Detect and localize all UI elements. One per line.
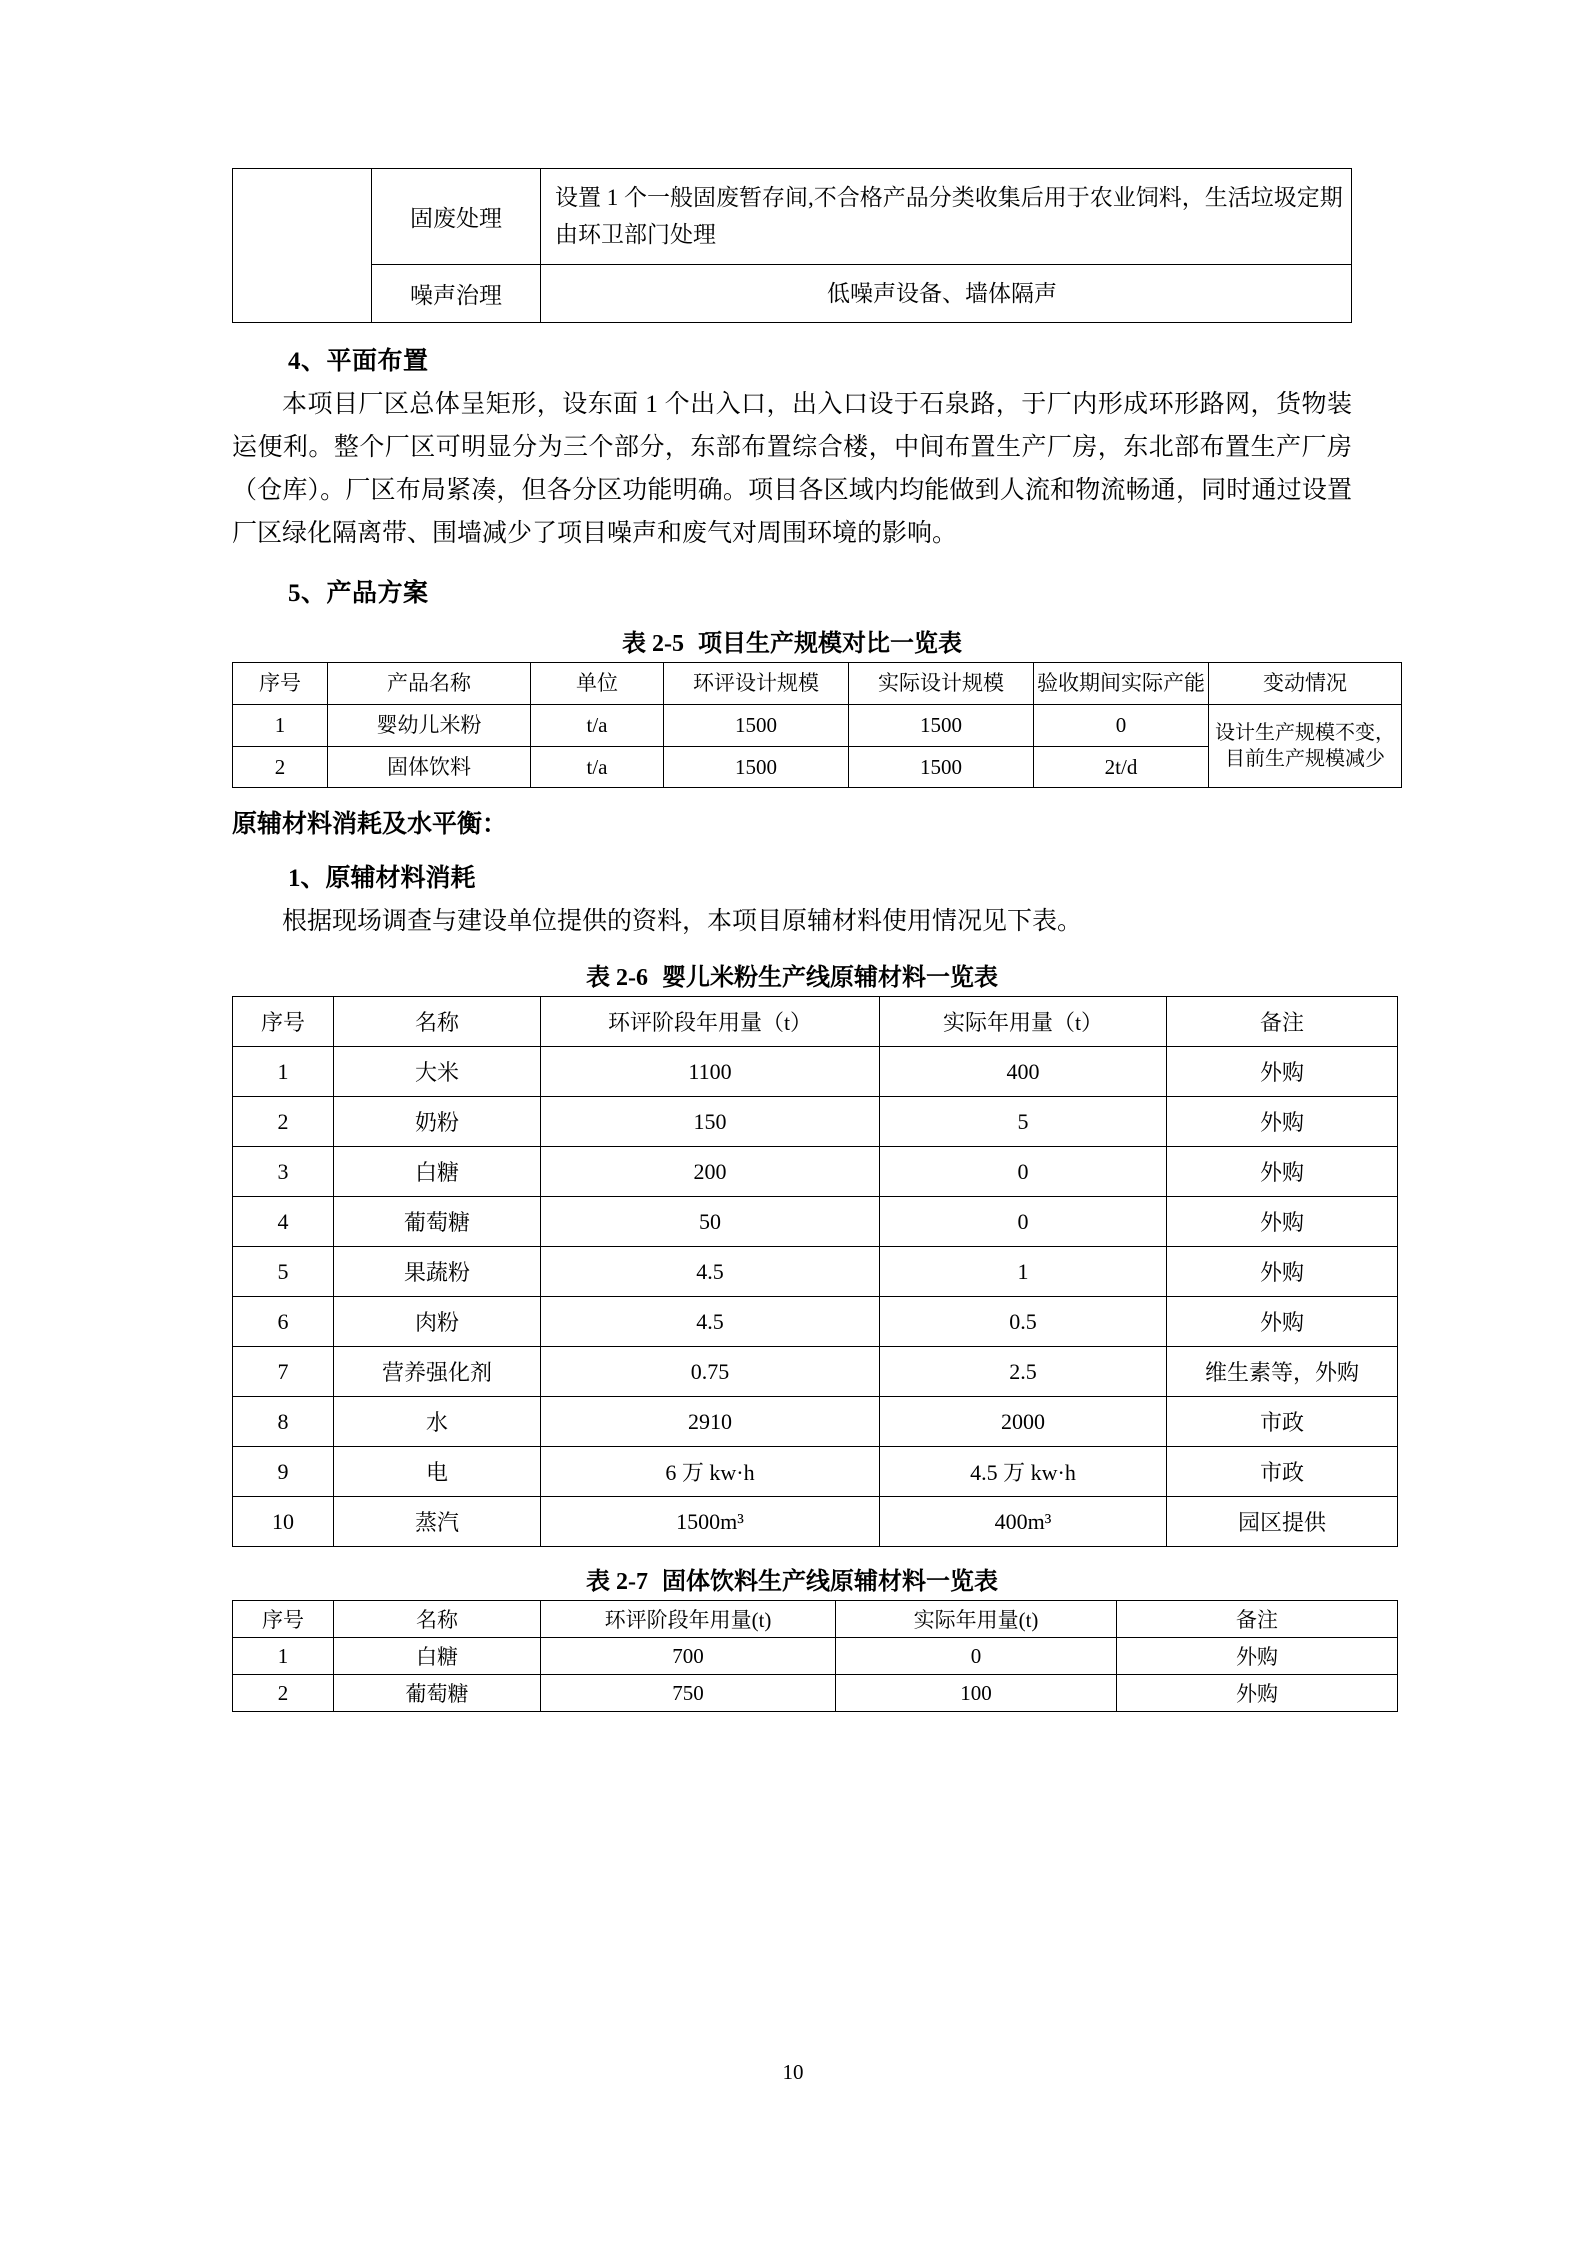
cell-eia-annual: 200	[541, 1147, 880, 1197]
cell-index: 9	[233, 1447, 334, 1497]
cell-remark: 外购	[1167, 1247, 1398, 1297]
empty-category-cell	[233, 169, 372, 323]
table-header-row	[233, 997, 1398, 1047]
cell-index: 5	[233, 1247, 334, 1297]
paragraph-materials: 根据现场调查与建设单位提供的资料，本项目原辅材料使用情况见下表。	[282, 908, 1083, 936]
cell-name: 葡萄糖	[334, 1197, 541, 1247]
table-2-6-title: 婴儿米粉生产线原辅材料一览表	[662, 965, 998, 992]
cell-name: 白糖	[334, 1147, 541, 1197]
col-header-change: 变动情况	[1209, 662, 1402, 704]
table-row	[233, 1638, 1398, 1675]
cell-product: 固体饮料	[328, 746, 531, 788]
cell-name: 营养强化剂	[334, 1347, 541, 1397]
cell-index: 2	[233, 1097, 334, 1147]
cell-index: 2	[233, 746, 328, 788]
table-row	[233, 1497, 1398, 1547]
cell-remark: 外购	[1117, 1638, 1398, 1675]
table-2-6-number: 表 2-6	[586, 965, 648, 992]
cell-actual-annual: 2000	[880, 1397, 1167, 1447]
cell-eia-annual: 750	[541, 1675, 836, 1712]
table-row	[233, 1447, 1398, 1497]
col-header-remark: 备注	[1117, 1601, 1398, 1638]
col-header-actual-annual: 实际年用量(t)	[836, 1601, 1117, 1638]
cell-index: 2	[233, 1675, 334, 1712]
cell-eia-annual: 50	[541, 1197, 880, 1247]
cell-remark: 外购	[1167, 1197, 1398, 1247]
cell-name: 水	[334, 1397, 541, 1447]
cell-remark: 外购	[1167, 1097, 1398, 1147]
table-row	[233, 1047, 1398, 1097]
cell-actual-scale: 1500	[849, 746, 1034, 788]
cell-name: 大米	[334, 1047, 541, 1097]
cell-actual-annual: 0.5	[880, 1297, 1167, 1347]
paragraph-layout: 本项目厂区总体呈矩形，设东面 1 个出入口，出入口设于石泉路，于厂内形成环形路网，货物装运便利。整个厂区可明显分为三个部分，东部布置综合楼，中间布置生产厂房，东北部布置生产厂房（仓库）。厂区布局紧凑，但各分区功能明确。项目各区域内均能做到人流和物流畅通，同时通过设置厂区绿化隔离带、围墙减少了项目噪声和废气对周围环境的影响。	[232, 390, 1352, 547]
cell-index: 8	[233, 1397, 334, 1447]
cell-remark: 维生素等，外购	[1167, 1347, 1398, 1397]
col-header-eia-annual: 环评阶段年用量(t)	[541, 1601, 836, 1638]
row-label: 噪声治理	[372, 264, 541, 322]
cell-name: 果蔬粉	[334, 1247, 541, 1297]
table-2-5-number: 表 2-5	[622, 630, 684, 657]
continued-measures-table	[232, 168, 1352, 323]
col-header-index: 序号	[233, 1601, 334, 1638]
table-2-5-title: 项目生产规模对比一览表	[698, 630, 962, 657]
cell-eia-annual: 0.75	[541, 1347, 880, 1397]
cell-change-note: 设计生产规模不变，目前生产规模减少	[1209, 704, 1402, 788]
table-row	[233, 1097, 1398, 1147]
cell-actual-annual: 5	[880, 1097, 1167, 1147]
col-header-product: 产品名称	[328, 662, 531, 704]
cell-unit: t/a	[531, 746, 664, 788]
cell-actual-annual: 400	[880, 1047, 1167, 1097]
cell-index: 4	[233, 1197, 334, 1247]
cell-eia-scale: 1500	[664, 746, 849, 788]
cell-remark: 外购	[1167, 1147, 1398, 1197]
cell-index: 1	[233, 704, 328, 746]
cell-eia-annual: 700	[541, 1638, 836, 1675]
cell-actual-annual: 4.5 万 kw·h	[880, 1447, 1167, 1497]
cell-actual-annual: 0	[836, 1638, 1117, 1675]
cell-index: 1	[233, 1638, 334, 1675]
cell-eia-annual: 2910	[541, 1397, 880, 1447]
cell-remark: 外购	[1167, 1047, 1398, 1097]
heading-materials: 原辅材料消耗及水平衡：	[232, 811, 508, 839]
heading-section-4: 4、平面布置	[288, 347, 429, 375]
table-row	[233, 1297, 1398, 1347]
col-header-eia-annual: 环评阶段年用量（t）	[541, 997, 880, 1047]
col-header-actual-scale: 实际设计规模	[849, 662, 1034, 704]
cell-actual-annual: 100	[836, 1675, 1117, 1712]
cell-actual-scale: 1500	[849, 704, 1034, 746]
table-row	[233, 1197, 1398, 1247]
table-2-6-caption	[232, 957, 1352, 992]
cell-remark: 外购	[1167, 1297, 1398, 1347]
page-number: 10	[782, 2060, 804, 2084]
cell-name: 奶粉	[334, 1097, 541, 1147]
col-header-eia-scale: 环评设计规模	[664, 662, 849, 704]
table-row	[233, 1347, 1398, 1397]
cell-actual-annual: 0	[880, 1147, 1167, 1197]
cell-product: 婴幼儿米粉	[328, 704, 531, 746]
cell-eia-annual: 150	[541, 1097, 880, 1147]
cell-index: 7	[233, 1347, 334, 1397]
col-header-unit: 单位	[531, 662, 664, 704]
table-row	[233, 1397, 1398, 1447]
cell-acceptance-capacity: 0	[1034, 704, 1209, 746]
table-header-row	[233, 662, 1402, 704]
cell-remark: 市政	[1167, 1447, 1398, 1497]
page-content	[232, 168, 1395, 1712]
cell-eia-annual: 6 万 kw·h	[541, 1447, 880, 1497]
cell-eia-annual: 1100	[541, 1047, 880, 1097]
heading-materials-1: 1、原辅材料消耗	[288, 865, 476, 893]
cell-index: 1	[233, 1047, 334, 1097]
cell-actual-annual: 0	[880, 1197, 1167, 1247]
table-row	[233, 169, 1352, 265]
cell-remark: 园区提供	[1167, 1497, 1398, 1547]
table-2-7-title: 固体饮料生产线原辅材料一览表	[662, 1569, 998, 1596]
cell-name: 白糖	[334, 1638, 541, 1675]
table-2-6	[232, 996, 1398, 1547]
cell-eia-annual: 1500m³	[541, 1497, 880, 1547]
row-body: 低噪声设备、墙体隔声	[541, 264, 1352, 322]
table-row	[233, 1675, 1398, 1712]
table-row	[233, 704, 1402, 746]
table-header-row	[233, 1601, 1398, 1638]
cell-name: 蒸汽	[334, 1497, 541, 1547]
cell-acceptance-capacity: 2t/d	[1034, 746, 1209, 788]
table-2-7-number: 表 2-7	[586, 1569, 648, 1596]
col-header-name: 名称	[334, 1601, 541, 1638]
cell-name: 电	[334, 1447, 541, 1497]
cell-remark: 外购	[1117, 1675, 1398, 1712]
cell-remark: 市政	[1167, 1397, 1398, 1447]
cell-unit: t/a	[531, 704, 664, 746]
cell-actual-annual: 1	[880, 1247, 1167, 1297]
table-row	[233, 264, 1352, 322]
table-row	[233, 1147, 1398, 1197]
row-label: 固废处理	[372, 169, 541, 265]
table-2-7-caption	[232, 1561, 1352, 1596]
col-header-index: 序号	[233, 662, 328, 704]
col-header-index: 序号	[233, 997, 334, 1047]
table-2-5	[232, 662, 1402, 789]
cell-index: 6	[233, 1297, 334, 1347]
col-header-remark: 备注	[1167, 997, 1398, 1047]
col-header-acceptance-capacity: 验收期间实际产能	[1034, 662, 1209, 704]
table-2-7	[232, 1600, 1398, 1712]
cell-name: 肉粉	[334, 1297, 541, 1347]
cell-actual-annual: 2.5	[880, 1347, 1167, 1397]
cell-eia-annual: 4.5	[541, 1247, 880, 1297]
cell-name: 葡萄糖	[334, 1675, 541, 1712]
table-2-5-caption	[232, 623, 1352, 658]
cell-index: 3	[233, 1147, 334, 1197]
col-header-name: 名称	[334, 997, 541, 1047]
cell-index: 10	[233, 1497, 334, 1547]
cell-eia-scale: 1500	[664, 704, 849, 746]
row-body: 设置 1 个一般固废暂存间,不合格产品分类收集后用于农业饲料，生活垃圾定期由环卫部门处理	[541, 169, 1352, 265]
table-row	[233, 1247, 1398, 1297]
heading-section-5: 5、产品方案	[288, 579, 429, 607]
cell-eia-annual: 4.5	[541, 1297, 880, 1347]
cell-actual-annual: 400m³	[880, 1497, 1167, 1547]
col-header-actual-annual: 实际年用量（t）	[880, 997, 1167, 1047]
